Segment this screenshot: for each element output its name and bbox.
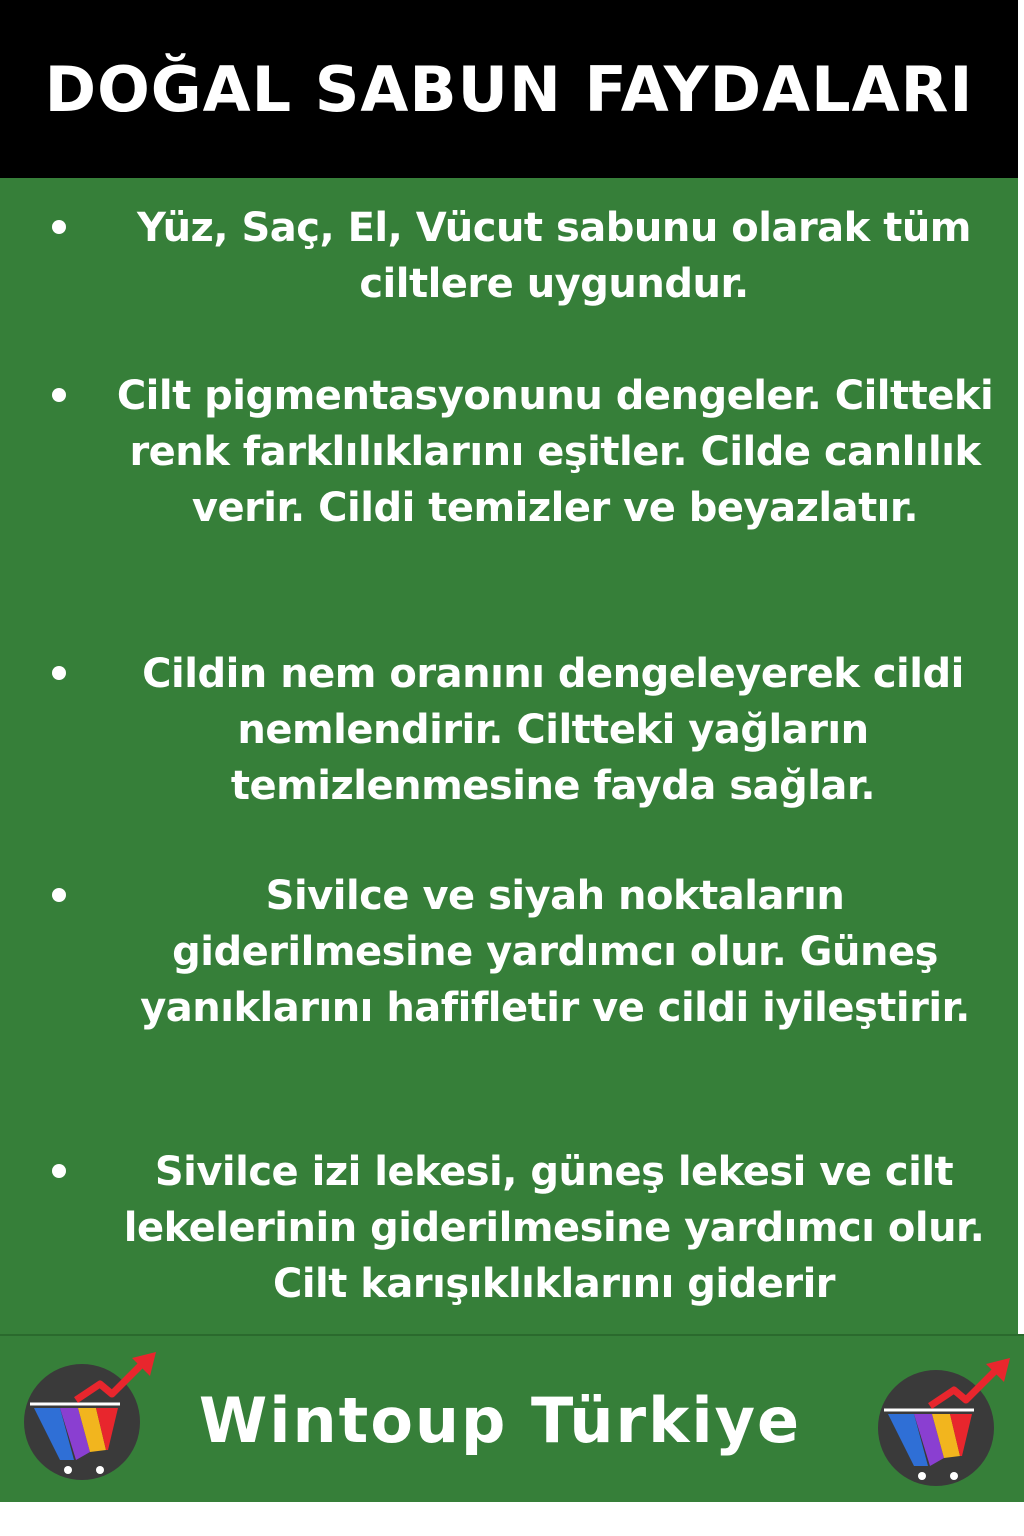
list-item-text: Yüz, Saç, El, Vücut sabunu olarak tüm ciltlere uygundur. xyxy=(137,205,971,307)
header-banner xyxy=(0,0,1018,178)
list-item-text: Cilt pigmentasyonunu dengeler. Ciltteki renk farklılıklarını eşitler. Cilde canlılık verir. Cildi temizler ve beyazlatır. xyxy=(116,373,994,531)
wintoup-cart-logo-icon xyxy=(20,1350,160,1490)
bullet-icon xyxy=(52,1164,66,1178)
bullet-icon xyxy=(52,388,66,402)
footer-banner xyxy=(0,1334,1024,1504)
bullet-icon xyxy=(52,888,66,902)
bottom-margin xyxy=(0,1502,1024,1536)
page-title: DOĞAL SABUN FAYDALARI xyxy=(44,52,974,126)
wintoup-cart-logo-icon xyxy=(874,1356,1014,1496)
list-item-text: Sivilce izi lekesi, güneş lekesi ve cilt lekelerinin giderilmesine yardımcı olur. Cilt karışıklıklarını giderir xyxy=(123,1149,985,1307)
brand-name: Wintoup Türkiye xyxy=(198,1384,802,1457)
list-item-text: Cildin nem oranını dengeleyerek cildi nemlendirir. Ciltteki yağların temizlenmesine fayda sağlar. xyxy=(142,651,964,809)
benefits-panel xyxy=(0,178,1018,1334)
list-item-text: Sivilce ve siyah noktaların giderilmesine yardımcı olur. Güneş yanıklarını hafifletir ve cildi iyileştirir. xyxy=(140,873,970,1031)
bullet-icon xyxy=(52,220,66,234)
bullet-icon xyxy=(52,666,66,680)
